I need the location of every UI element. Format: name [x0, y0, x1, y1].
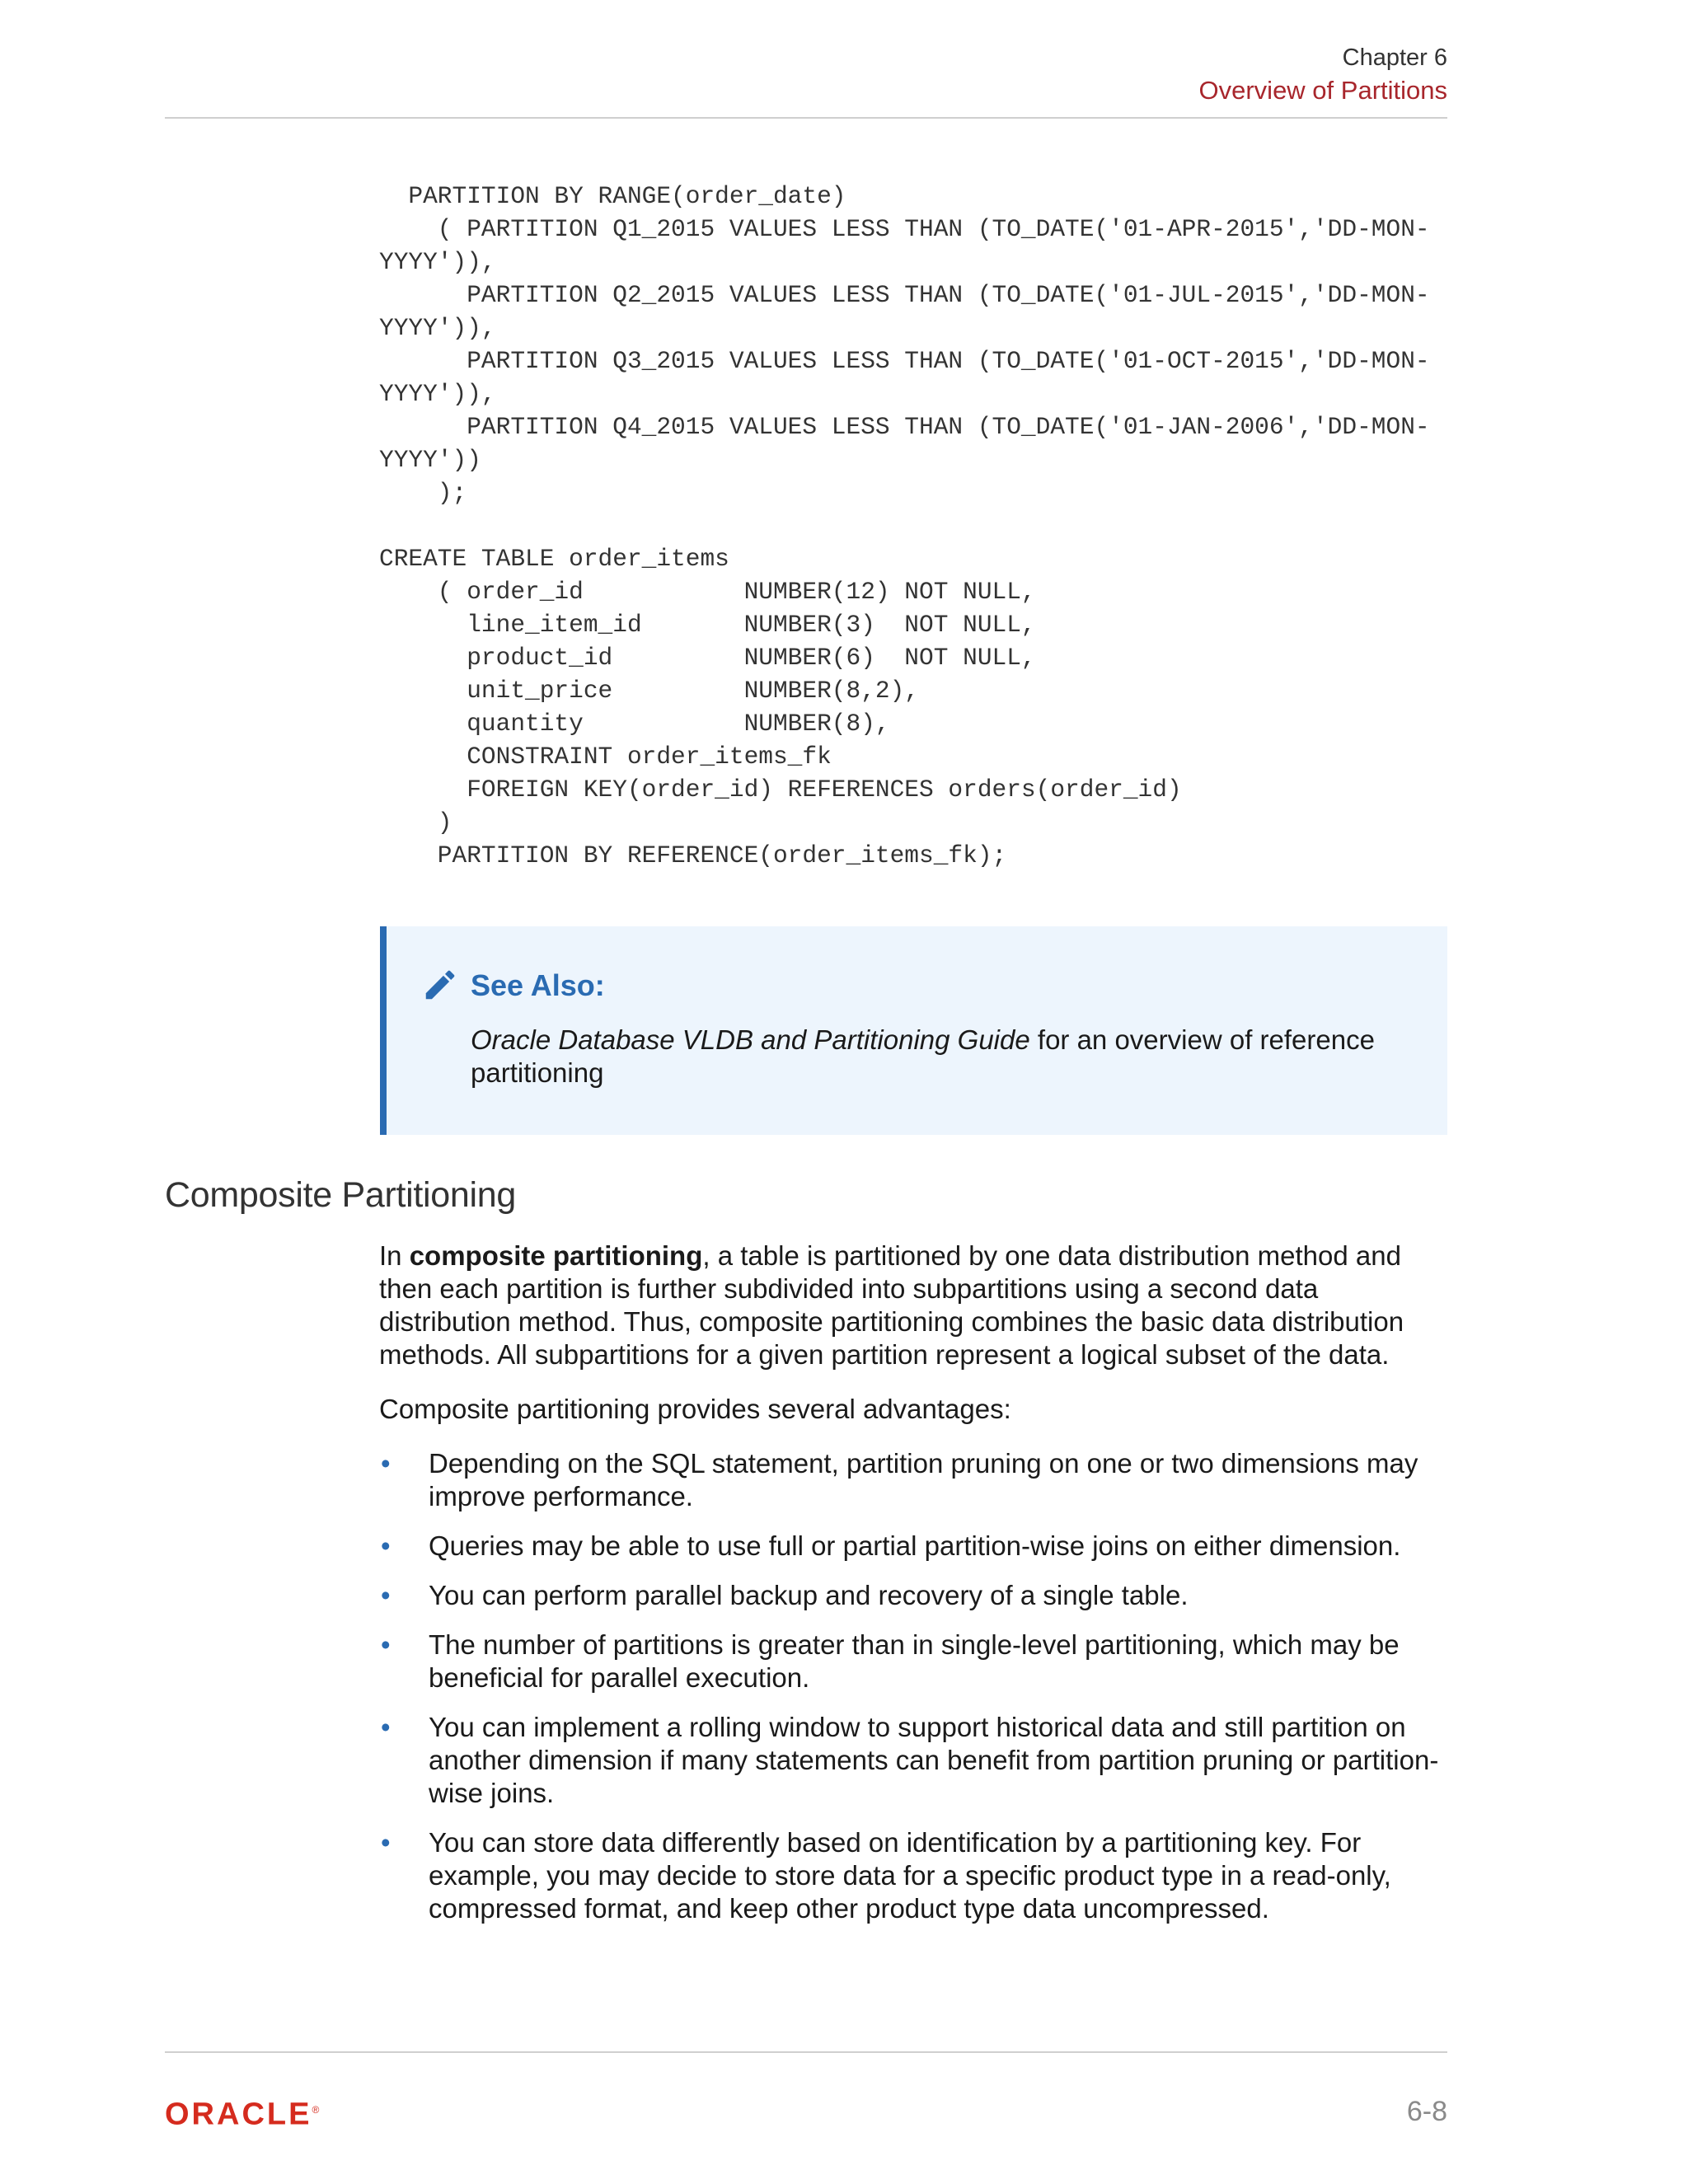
list-item: [379, 1826, 1451, 1925]
code-block-create-table-order-items: CREATE TABLE order_items ( order_id NUMBER(12) NOT NULL, line_item_id NUMBER(3) NOT NULL, product_id NUMBER(6) NOT NULL, unit_price NUMBER(8,2), quantity NUMBER(8), CONSTRAINT order_items_fk FOREIGN KEY(order_id) REFERENCES orders(order_id) ) PARTITION BY REFERENCE(order_items_fk);: [379, 545, 1182, 869]
list-item-text: Depending on the SQL statement, partition pruning on one or two dimensions may improve performance.: [429, 1448, 1418, 1511]
bullet-icon: •: [381, 1712, 391, 1742]
see-also-note: [380, 926, 1447, 1135]
list-item: [379, 1711, 1451, 1810]
list-item-text: You can store data differently based on identification by a partitioning key. For example, you may decide to store data for a specific product type in a read-only, compressed format, and keep other product type data uncompressed.: [429, 1827, 1391, 1924]
list-item-text: Queries may be able to use full or partial partition-wise joins on either dimension.: [429, 1530, 1401, 1561]
bullet-icon: •: [381, 1629, 391, 1660]
bullet-icon: •: [381, 1448, 391, 1479]
list-item: [379, 1629, 1451, 1694]
see-also-text: for an overview of reference partitioning: [471, 1024, 1375, 1088]
chapter-label: Chapter 6: [1342, 45, 1447, 71]
oracle-logo: [165, 2092, 319, 2133]
pencil-icon: [421, 966, 459, 1004]
page-number: 6-8: [1406, 2096, 1447, 2127]
code-block-partition-by-range: PARTITION BY RANGE(order_date) ( PARTITION Q1_2015 VALUES LESS THAN (TO_DATE('01-APR-2015','DD-MON- YYYY')), PARTITION Q2_2015 VALUES LESS THAN (TO_DATE('01-JUL-2015','DD-MON- YYYY')), PARTITION Q3_2015 VALUES LESS THAN (TO_DATE('01-OCT-2015','DD-MON- YYYY')), PARTITION Q4_2015 VALUES LESS THAN (TO_DATE('01-JAN-2006','DD-MON- YYYY')) );: [379, 182, 1430, 507]
list-item: [379, 1579, 1451, 1612]
see-also-body: [471, 1024, 1418, 1090]
book-title-link[interactable]: Oracle Database VLDB and Partitioning Guide: [471, 1024, 1030, 1055]
registered-mark: ®: [312, 2104, 320, 2116]
footer-divider: [165, 2051, 1447, 2053]
bullet-icon: •: [381, 1580, 391, 1610]
list-item: [379, 1530, 1451, 1563]
list-item: [379, 1447, 1451, 1513]
advantages-lead: Composite partitioning provides several advantages:: [379, 1394, 1011, 1424]
bullet-icon: •: [381, 1530, 391, 1561]
intro-paragraph: [379, 1240, 1451, 1371]
bullet-icon: •: [381, 1827, 391, 1858]
page-header: [165, 43, 1447, 107]
term-composite-partitioning: composite partitioning: [409, 1240, 703, 1271]
advantages-list: [379, 1447, 1451, 1942]
see-also-title: See Also:: [471, 968, 605, 1002]
list-item-text: The number of partitions is greater than in single-level partitioning, which may be beneficial for parallel execution.: [429, 1629, 1400, 1693]
section-label: Overview of Partitions: [1198, 76, 1447, 105]
header-divider: [165, 117, 1447, 119]
section-title: Composite Partitioning: [165, 1175, 517, 1215]
intro-rest: , a table is partitioned by one data distribution method and then each partition is further subdivided into subpartitions using a second data distribution method. Thus, composite partitioning combines the basic data distribution methods. All subpartitions for a given partition represent a logical subset of the data.: [379, 1240, 1404, 1370]
oracle-logo-text: ORACLE: [165, 2097, 312, 2132]
list-item-text: You can implement a rolling window to support historical data and still partition on another dimension if many statements can benefit from partition pruning or partition-wise joins.: [429, 1712, 1439, 1808]
list-item-text: You can perform parallel backup and recovery of a single table.: [429, 1580, 1189, 1610]
intro-lead: In: [379, 1240, 410, 1271]
